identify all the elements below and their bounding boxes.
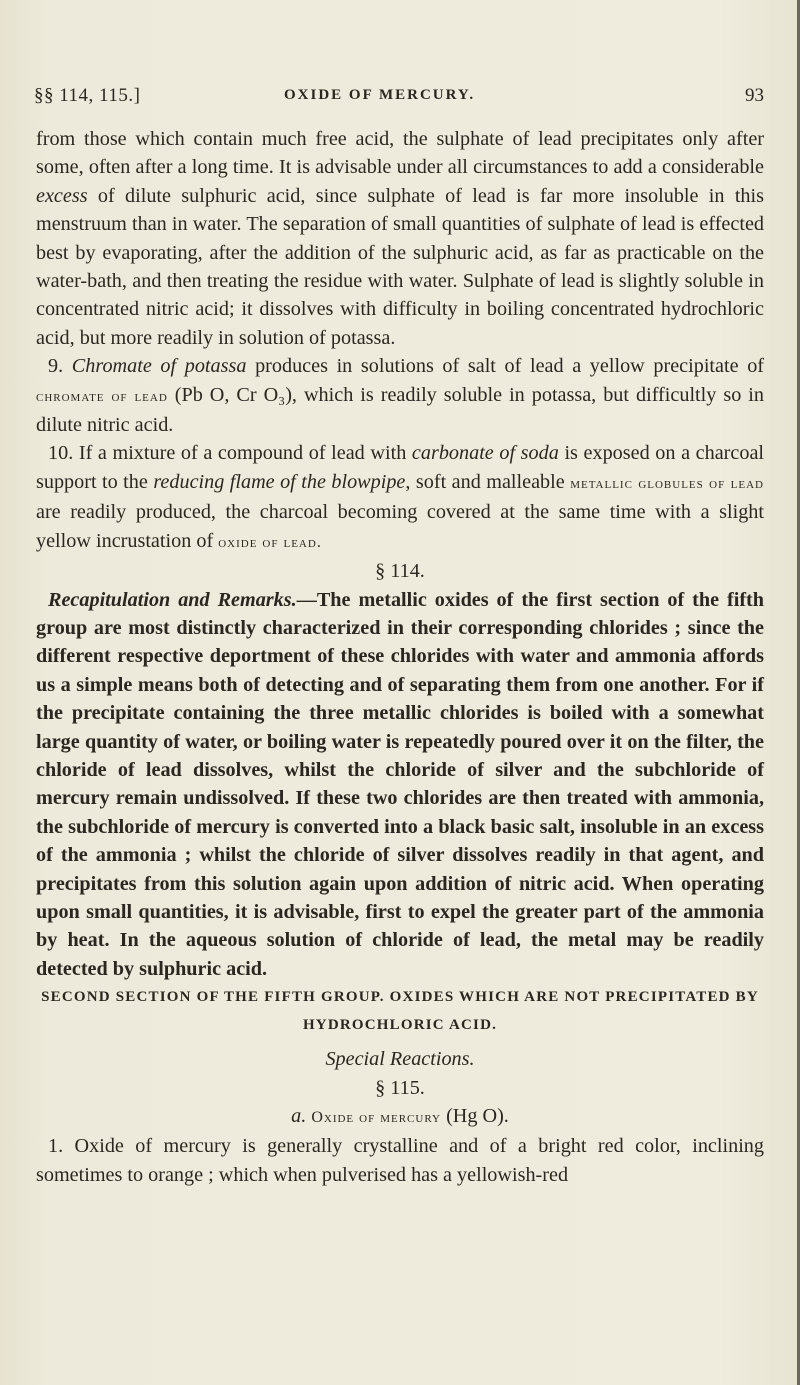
paragraph-1: 1. Oxide of mercury is generally crystalline and of a bright red color, inclining sometimes to orange ; which when pulverised has a yellowish-red <box>36 1135 764 1186</box>
oxide-of-mercury-heading: a. Oxide of mercury (Hg O). <box>291 1105 509 1127</box>
running-title: OXIDE OF MERCURY. <box>284 87 476 103</box>
paragraph-continuation: from those which contain much free acid, the sulphate of lead precipitates only after some, often after a long time. It is advisable under all circumstances to add a considerable excess of dilute sulphuric acid, since sulphate of lead is far more insoluble in this menstruum than in water. The separation of small quantities of sulphate of lead is effected best by evaporating, after the addition of the sulphuric acid, as far as practicable on the water-bath, and then treating the residue with water. Sulphate of lead is slightly soluble in concentrated nitric acid; it dissolves with difficulty in boiling concentrated hydrochloric acid, but more readily in solution of potassa. <box>36 128 764 349</box>
section-114-heading: § 114. <box>375 560 425 583</box>
special-reactions-heading: Special Reactions. <box>325 1048 475 1071</box>
paragraph-10: 10. If a mixture of a compound of lead with carbonate of soda is exposed on a charcoal support to the reducing flame of the blowpipe, soft and malleable metallic globules of lead are readily produced, the charcoal becoming covered at the same time with a slight yellow incrustation of oxide of lead. <box>36 442 765 552</box>
recapitulation-paragraph: Recapitulation and Remarks.—The metallic oxides of the first section of the fifth group are most distinctly characterized in their corresponding chlorides ; since the different respective deportment of these chlorides with water and ammonia affords us a simple means both of detecting and of separating them from one another. For if the precipitate containing the three metallic chlorides is boiled with a somewhat large quantity of water, or boiling water is repeatedly poured over it on the filter, the chloride of lead dissolves, whilst the chloride of silver and the subchloride of mercury remain undissolved. If these two chlorides are then treated with ammonia, the subchloride of mercury is converted into a black basic salt, insoluble in an excess of the ammonia ; whilst the chloride of silver dissolves readily in that agent, and precipitates from this solution again upon addition of nitric acid. When operating upon small quantities, it is advisable, first to expel the greater part of the ammonia by heat. In the aqueous solution of chloride of lead, the metal may be readily detected by sulphuric acid. <box>36 588 764 980</box>
group-heading: SECOND SECTION OF THE FIFTH GROUP. OXIDES WHICH ARE NOT PRECIPITATED BY HYDROCHLORIC ACID. <box>41 989 759 1034</box>
page-number: 93 <box>745 85 764 106</box>
paragraph-9: 9. Chromate of potassa produces in solutions of salt of lead a yellow precipitate of chromate of lead (Pb O, Cr O₃), which is readily soluble in potassa, but difficultly so in dilute nitric acid. <box>36 355 765 437</box>
running-header <box>34 85 764 111</box>
section-115-heading: § 115. <box>375 1076 425 1099</box>
body-text <box>36 125 764 1189</box>
section-reference: §§ 114, 115.] <box>34 85 141 106</box>
